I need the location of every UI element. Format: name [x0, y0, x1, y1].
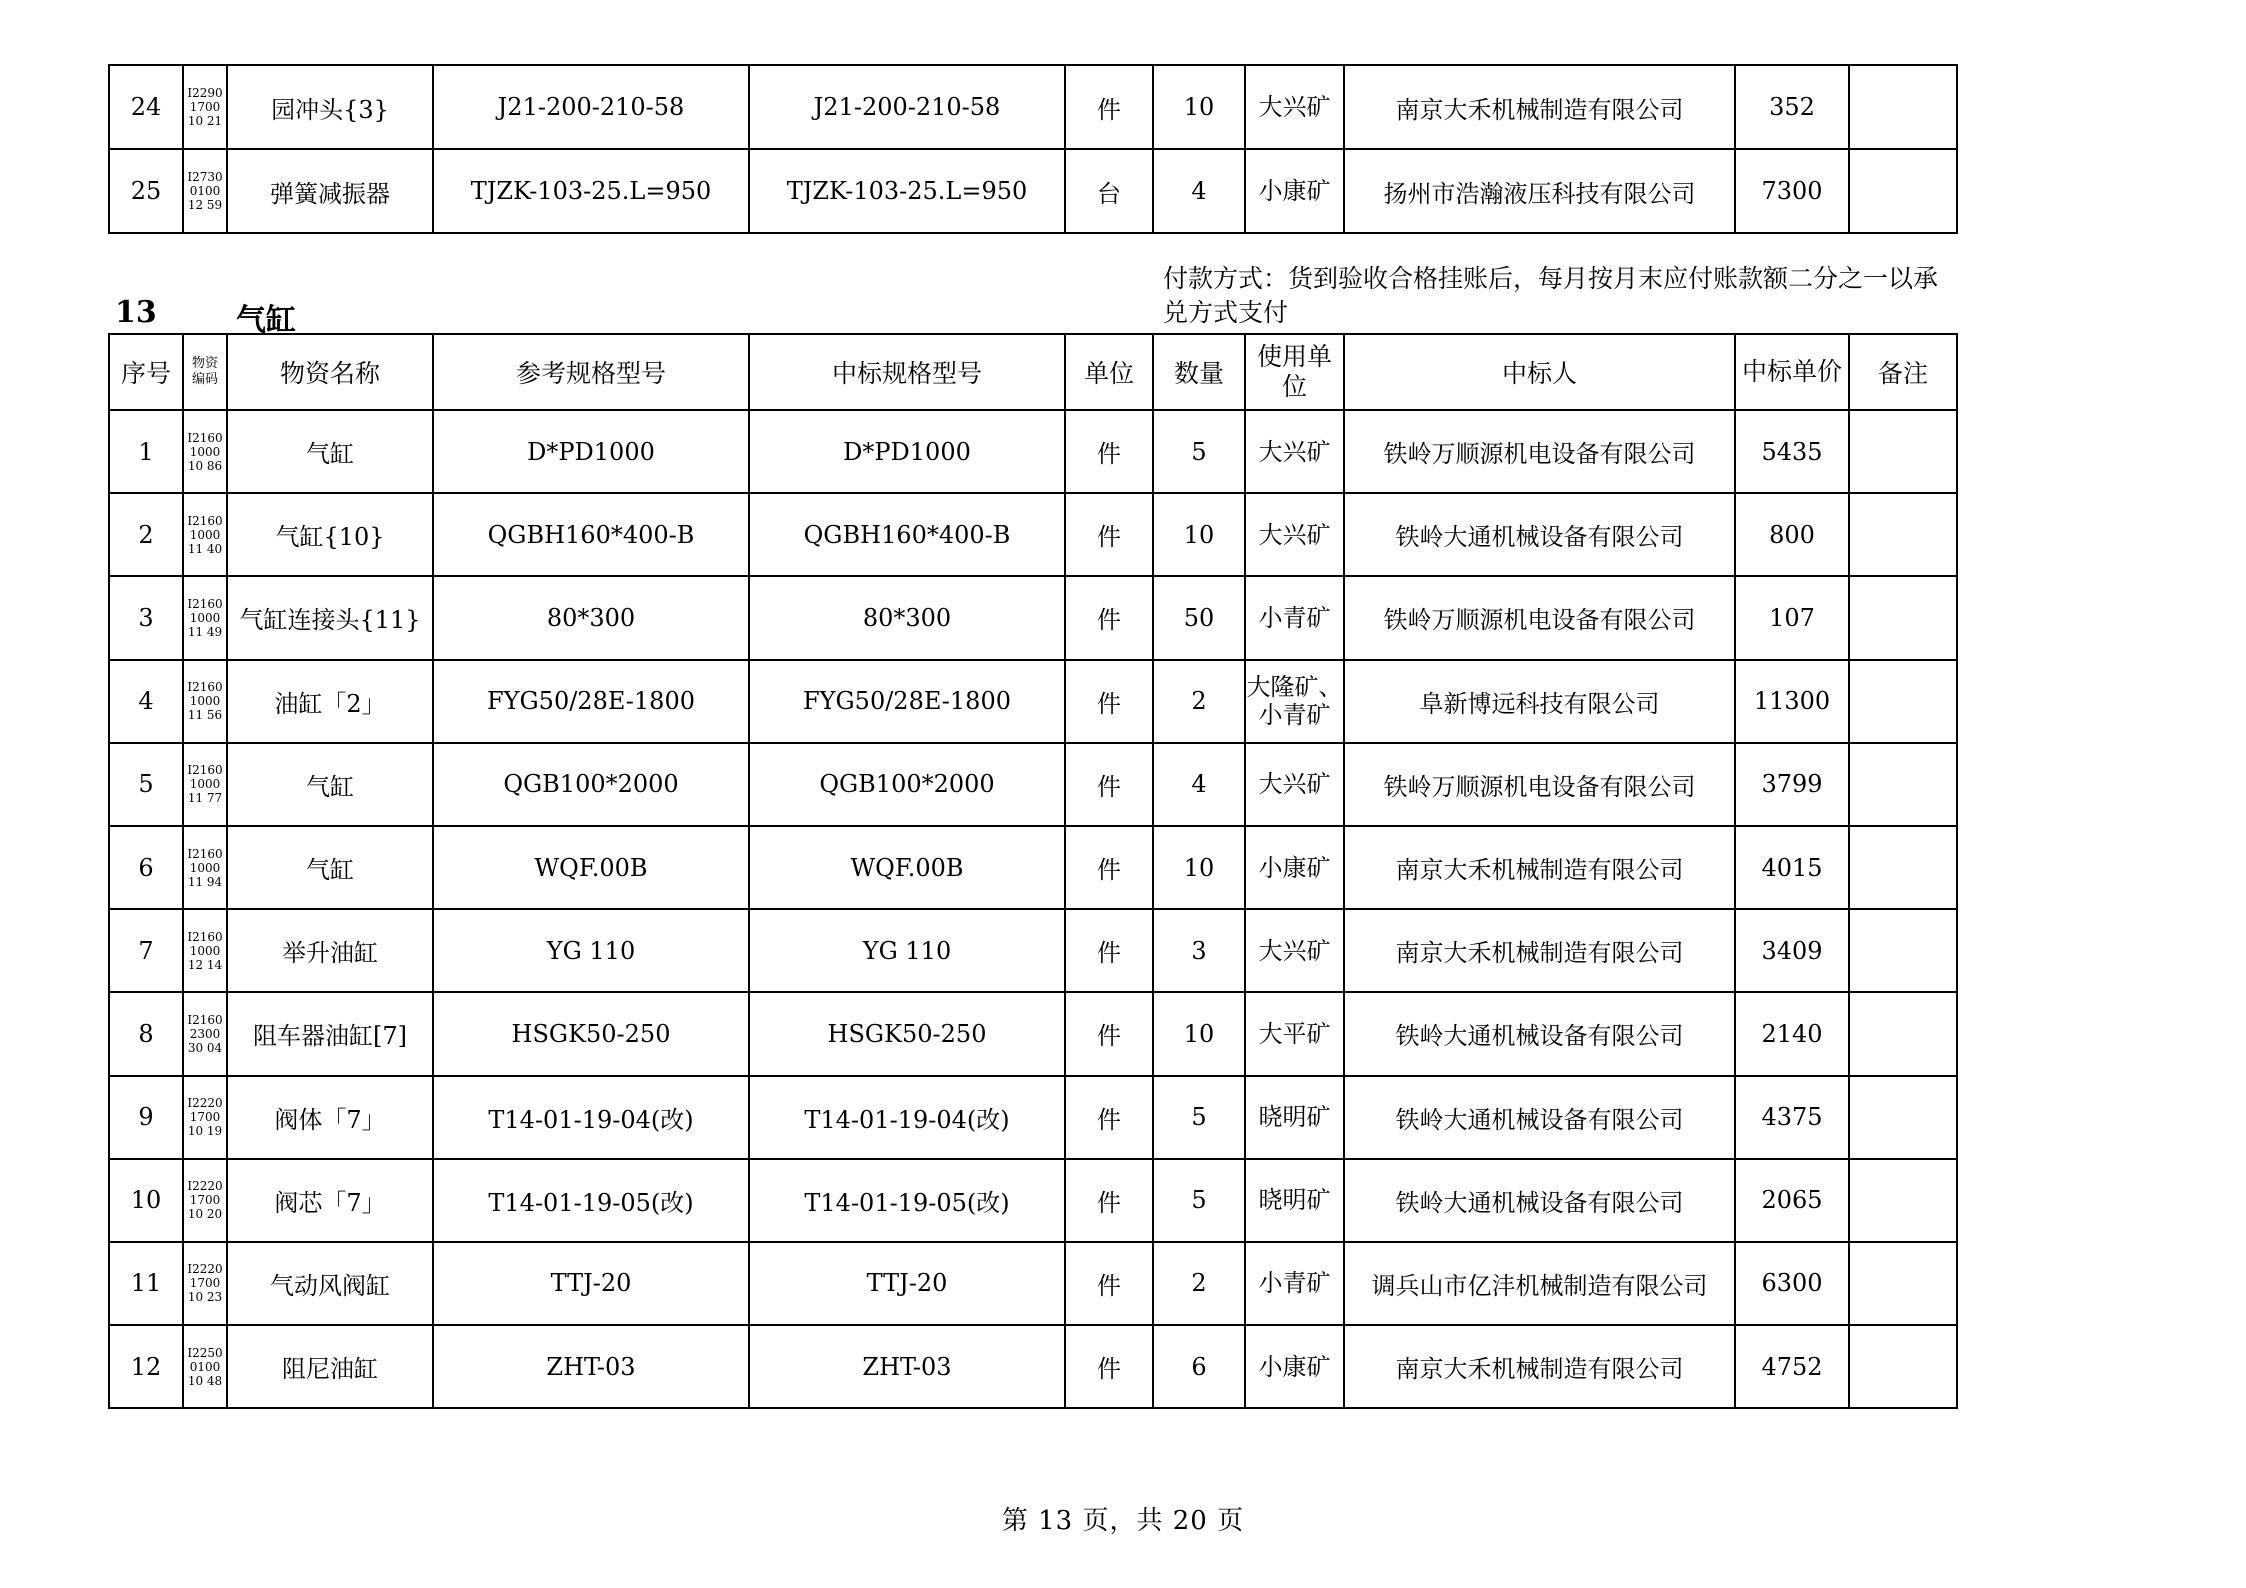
cell-ref-spec: T14-01-19-05(改) — [433, 1159, 749, 1242]
section-title: 气缸 — [236, 303, 296, 338]
cell-ref-spec: 80*300 — [433, 576, 749, 659]
cell-no: 24 — [109, 65, 183, 149]
table-row — [109, 743, 1957, 826]
payment-terms-note: 付款方式：货到验收合格挂账后，每月按月末应付账款额二分之一以承兑方式支付 — [1163, 264, 1939, 327]
cell-name: 阻尼油缸 — [227, 1325, 433, 1408]
cell-code: I2250010010 48 — [183, 1325, 227, 1408]
cell-price: 5435 — [1735, 410, 1849, 493]
cell-price: 4752 — [1735, 1325, 1849, 1408]
cell-price: 11300 — [1735, 660, 1849, 743]
cell-ref-spec: HSGK50-250 — [433, 992, 749, 1075]
cell-user: 大隆矿、小青矿 — [1245, 660, 1344, 743]
cylinder-bid-table — [108, 333, 1958, 1409]
cell-bid-spec: HSGK50-250 — [749, 992, 1065, 1075]
cell-code: I2160100011 77 — [183, 743, 227, 826]
cell-name: 气缸连接头{11} — [227, 576, 433, 659]
cell-qty: 2 — [1153, 660, 1245, 743]
cell-ref-spec: YG 110 — [433, 909, 749, 992]
cell-note — [1849, 660, 1957, 743]
cell-code: I2160100012 14 — [183, 909, 227, 992]
cell-winner: 南京大禾机械制造有限公司 — [1344, 65, 1735, 149]
cell-ref-spec: TJZK-103-25.L=950 — [433, 149, 749, 233]
cell-price: 3799 — [1735, 743, 1849, 826]
cell-unit: 件 — [1065, 1325, 1153, 1408]
cell-ref-spec: TTJ-20 — [433, 1242, 749, 1325]
table-row — [109, 1159, 1957, 1242]
cell-user: 小青矿 — [1245, 1242, 1344, 1325]
header-user: 使用单位 — [1245, 334, 1344, 410]
cell-name: 阀体「7」 — [227, 1076, 433, 1159]
cell-no: 8 — [109, 992, 183, 1075]
cell-unit: 件 — [1065, 1076, 1153, 1159]
cell-no: 5 — [109, 743, 183, 826]
cell-no: 2 — [109, 493, 183, 576]
cell-no: 25 — [109, 149, 183, 233]
cell-code: I2730010012 59 — [183, 149, 227, 233]
cell-winner: 南京大禾机械制造有限公司 — [1344, 1325, 1735, 1408]
cell-price: 800 — [1735, 493, 1849, 576]
cell-user: 小康矿 — [1245, 149, 1344, 233]
table-row — [109, 826, 1957, 909]
cell-price: 2140 — [1735, 992, 1849, 1075]
cell-price: 4375 — [1735, 1076, 1849, 1159]
cell-user: 晓明矿 — [1245, 1159, 1344, 1242]
cell-winner: 铁岭万顺源机电设备有限公司 — [1344, 743, 1735, 826]
cell-unit: 件 — [1065, 826, 1153, 909]
cell-bid-spec: 80*300 — [749, 576, 1065, 659]
cell-bid-spec: WQF.00B — [749, 826, 1065, 909]
cell-unit: 件 — [1065, 1242, 1153, 1325]
header-price: 中标单价 — [1735, 334, 1849, 410]
cell-winner: 南京大禾机械制造有限公司 — [1344, 909, 1735, 992]
cell-name: 气缸 — [227, 743, 433, 826]
table-row — [109, 909, 1957, 992]
cell-name: 气缸{10} — [227, 493, 433, 576]
cell-note — [1849, 1325, 1957, 1408]
cell-ref-spec: D*PD1000 — [433, 410, 749, 493]
cell-winner: 调兵山市亿沣机械制造有限公司 — [1344, 1242, 1735, 1325]
cell-no: 6 — [109, 826, 183, 909]
cell-ref-spec: QGBH160*400-B — [433, 493, 749, 576]
cell-name: 气缸 — [227, 826, 433, 909]
cell-qty: 4 — [1153, 743, 1245, 826]
cell-unit: 件 — [1065, 493, 1153, 576]
cell-note — [1849, 1242, 1957, 1325]
cell-qty: 2 — [1153, 1242, 1245, 1325]
table-header-row — [109, 334, 1957, 410]
cell-note — [1849, 149, 1957, 233]
header-no: 序号 — [109, 334, 183, 410]
cell-ref-spec: QGB100*2000 — [433, 743, 749, 826]
cell-unit: 件 — [1065, 909, 1153, 992]
table-row — [109, 992, 1957, 1075]
header-name: 物资名称 — [227, 334, 433, 410]
cell-winner: 铁岭大通机械设备有限公司 — [1344, 992, 1735, 1075]
cell-code: I2220170010 20 — [183, 1159, 227, 1242]
cell-note — [1849, 1159, 1957, 1242]
cell-note — [1849, 1076, 1957, 1159]
header-unit: 单位 — [1065, 334, 1153, 410]
section-number: 13 — [115, 295, 157, 330]
cell-unit: 件 — [1065, 743, 1153, 826]
cell-bid-spec: TJZK-103-25.L=950 — [749, 149, 1065, 233]
cell-note — [1849, 65, 1957, 149]
cell-note — [1849, 909, 1957, 992]
cell-bid-spec: J21-200-210-58 — [749, 65, 1065, 149]
cell-price: 107 — [1735, 576, 1849, 659]
cell-note — [1849, 992, 1957, 1075]
cell-qty: 10 — [1153, 992, 1245, 1075]
cell-user: 大兴矿 — [1245, 743, 1344, 826]
cell-winner: 铁岭万顺源机电设备有限公司 — [1344, 576, 1735, 659]
cell-ref-spec: WQF.00B — [433, 826, 749, 909]
cell-bid-spec: YG 110 — [749, 909, 1065, 992]
cell-code: I2160100011 49 — [183, 576, 227, 659]
cell-price: 2065 — [1735, 1159, 1849, 1242]
cell-price: 7300 — [1735, 149, 1849, 233]
cell-winner: 南京大禾机械制造有限公司 — [1344, 826, 1735, 909]
cell-ref-spec: FYG50/28E-1800 — [433, 660, 749, 743]
cell-winner: 阜新博远科技有限公司 — [1344, 660, 1735, 743]
cell-qty: 4 — [1153, 149, 1245, 233]
cell-bid-spec: FYG50/28E-1800 — [749, 660, 1065, 743]
cell-bid-spec: QGB100*2000 — [749, 743, 1065, 826]
cell-ref-spec: ZHT-03 — [433, 1325, 749, 1408]
previous-section-table — [108, 64, 1958, 234]
cell-note — [1849, 493, 1957, 576]
cell-name: 园冲头{3} — [227, 65, 433, 149]
cell-bid-spec: T14-01-19-05(改) — [749, 1159, 1065, 1242]
cell-code: I2290170010 21 — [183, 65, 227, 149]
cell-user: 小康矿 — [1245, 826, 1344, 909]
cell-unit: 件 — [1065, 992, 1153, 1075]
cell-note — [1849, 743, 1957, 826]
cell-user: 大兴矿 — [1245, 909, 1344, 992]
cell-qty: 10 — [1153, 826, 1245, 909]
cell-winner: 铁岭大通机械设备有限公司 — [1344, 493, 1735, 576]
table-row — [109, 1076, 1957, 1159]
cell-bid-spec: QGBH160*400-B — [749, 493, 1065, 576]
cell-winner: 铁岭大通机械设备有限公司 — [1344, 1159, 1735, 1242]
cell-winner: 铁岭大通机械设备有限公司 — [1344, 1076, 1735, 1159]
table-row — [109, 149, 1957, 233]
cell-qty: 10 — [1153, 65, 1245, 149]
cell-bid-spec: ZHT-03 — [749, 1325, 1065, 1408]
table-row — [109, 410, 1957, 493]
cell-winner: 铁岭万顺源机电设备有限公司 — [1344, 410, 1735, 493]
header-winner: 中标人 — [1344, 334, 1735, 410]
header-bid-spec: 中标规格型号 — [749, 334, 1065, 410]
cell-unit: 件 — [1065, 660, 1153, 743]
cell-qty: 10 — [1153, 493, 1245, 576]
cell-code: I2220170010 19 — [183, 1076, 227, 1159]
cell-price: 3409 — [1735, 909, 1849, 992]
table-row — [109, 493, 1957, 576]
cell-bid-spec: TTJ-20 — [749, 1242, 1065, 1325]
cell-name: 阀芯「7」 — [227, 1159, 433, 1242]
cell-qty: 3 — [1153, 909, 1245, 992]
cell-no: 7 — [109, 909, 183, 992]
cell-note — [1849, 410, 1957, 493]
cell-qty: 5 — [1153, 1076, 1245, 1159]
cell-user: 小青矿 — [1245, 576, 1344, 659]
cell-no: 4 — [109, 660, 183, 743]
cell-code: I2160100011 94 — [183, 826, 227, 909]
cell-user: 大平矿 — [1245, 992, 1344, 1075]
cell-bid-spec: D*PD1000 — [749, 410, 1065, 493]
cell-unit: 件 — [1065, 410, 1153, 493]
cell-note — [1849, 576, 1957, 659]
cell-name: 弹簧减振器 — [227, 149, 433, 233]
header-note: 备注 — [1849, 334, 1957, 410]
cell-no: 11 — [109, 1242, 183, 1325]
cell-code: I2160100011 56 — [183, 660, 227, 743]
table-row — [109, 576, 1957, 659]
cell-price: 4015 — [1735, 826, 1849, 909]
cell-bid-spec: T14-01-19-04(改) — [749, 1076, 1065, 1159]
cell-no: 12 — [109, 1325, 183, 1408]
table-row — [109, 1325, 1957, 1408]
cell-qty: 50 — [1153, 576, 1245, 659]
cell-user: 小康矿 — [1245, 1325, 1344, 1408]
cell-price: 6300 — [1735, 1242, 1849, 1325]
cell-qty: 6 — [1153, 1325, 1245, 1408]
header-ref-spec: 参考规格型号 — [433, 334, 749, 410]
cell-no: 3 — [109, 576, 183, 659]
header-qty: 数量 — [1153, 334, 1245, 410]
cell-price: 352 — [1735, 65, 1849, 149]
table-row — [109, 660, 1957, 743]
cell-unit: 件 — [1065, 1159, 1153, 1242]
cell-name: 气缸 — [227, 410, 433, 493]
cell-ref-spec: J21-200-210-58 — [433, 65, 749, 149]
cell-unit: 件 — [1065, 576, 1153, 659]
cell-note — [1849, 826, 1957, 909]
cell-winner: 扬州市浩瀚液压科技有限公司 — [1344, 149, 1735, 233]
cell-code: I2160230030 04 — [183, 992, 227, 1075]
cell-user: 晓明矿 — [1245, 1076, 1344, 1159]
cell-name: 举升油缸 — [227, 909, 433, 992]
cell-code: I2220170010 23 — [183, 1242, 227, 1325]
cell-no: 1 — [109, 410, 183, 493]
cell-unit: 件 — [1065, 65, 1153, 149]
table-row — [109, 1242, 1957, 1325]
cell-qty: 5 — [1153, 1159, 1245, 1242]
cell-name: 气动风阀缸 — [227, 1242, 433, 1325]
cell-user: 大兴矿 — [1245, 410, 1344, 493]
cell-qty: 5 — [1153, 410, 1245, 493]
cell-no: 10 — [109, 1159, 183, 1242]
table-row — [109, 65, 1957, 149]
cell-code: I2160100011 40 — [183, 493, 227, 576]
page-footer: 第 13 页，共 20 页 — [1001, 1506, 1245, 1536]
cell-unit: 台 — [1065, 149, 1153, 233]
cell-no: 9 — [109, 1076, 183, 1159]
header-code: 物资编码 — [183, 334, 227, 410]
cell-name: 阻车器油缸[7] — [227, 992, 433, 1075]
cell-user: 大兴矿 — [1245, 65, 1344, 149]
cell-code: I2160100010 86 — [183, 410, 227, 493]
cell-user: 大兴矿 — [1245, 493, 1344, 576]
cell-name: 油缸「2」 — [227, 660, 433, 743]
cell-ref-spec: T14-01-19-04(改) — [433, 1076, 749, 1159]
